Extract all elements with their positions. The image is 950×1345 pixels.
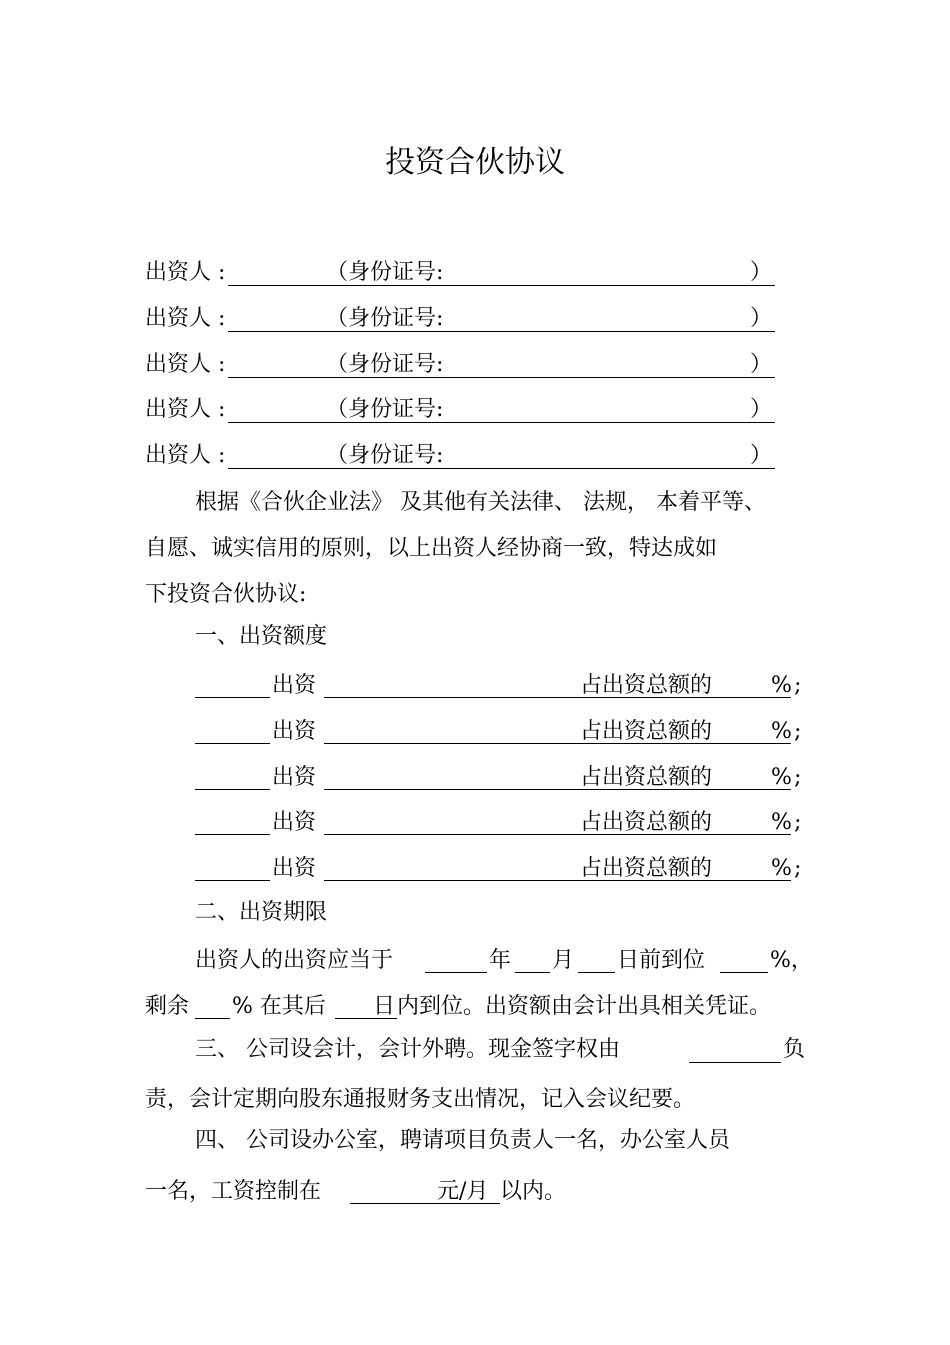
after-label: % 在其后	[232, 994, 326, 1019]
semicolon: ;	[794, 765, 802, 790]
section-3-line-1-end: 负	[783, 1037, 806, 1062]
id-close: ）	[750, 397, 773, 422]
id-label: （身份证号:	[326, 352, 444, 377]
amount-blank	[324, 880, 791, 881]
contribute-label: 出资	[272, 765, 317, 790]
day-label: 日	[373, 994, 396, 1019]
investor-label: 出资人 :	[145, 306, 226, 331]
amount-blank	[324, 697, 791, 698]
salary-unit: 元/月	[437, 1179, 489, 1204]
salary-text: 一名，工资控制在	[145, 1179, 322, 1204]
name-blank	[195, 789, 270, 790]
share-label: 占出资总额的	[580, 719, 713, 744]
month-blank	[515, 972, 550, 973]
preamble-line-1: 根据《合伙企业法》 及其他有关法律、 法规， 本着平等、	[195, 490, 766, 515]
share-label: 占出资总额的	[580, 765, 713, 790]
investor-underline	[228, 331, 775, 332]
id-label: （身份证号:	[326, 260, 444, 285]
section-1-heading: 一、出资额度	[195, 624, 328, 649]
percent-sign: %	[771, 719, 792, 744]
share-label: 占出资总额的	[580, 856, 713, 881]
semicolon: ;	[794, 719, 802, 744]
preamble-line-3: 下投资合伙协议:	[145, 582, 307, 607]
semicolon: ;	[794, 810, 802, 835]
id-label: （身份证号:	[326, 306, 444, 331]
id-close: ）	[750, 443, 773, 468]
percent-comma: %，	[770, 948, 813, 973]
section-4-line-1: 四、 公司设办公室，聘请项目负责人一名，办公室人员	[195, 1128, 730, 1153]
investor-underline	[228, 468, 775, 469]
id-close: ）	[750, 352, 773, 377]
section-3-line-1: 三、 公司设会计，会计外聘。现金签字权由	[195, 1037, 620, 1062]
id-close: ）	[750, 260, 773, 285]
month-label: 月	[552, 948, 575, 973]
document-title: 投资合伙协议	[385, 145, 565, 180]
section-2-heading: 二、出资期限	[195, 900, 328, 925]
percent-sign: %	[771, 765, 792, 790]
percent-sign: %	[771, 856, 792, 881]
contribute-label: 出资	[272, 810, 317, 835]
share-label: 占出资总额的	[580, 810, 713, 835]
percent-sign: %	[771, 810, 792, 835]
investor-underline	[228, 377, 775, 378]
first-percent-blank	[720, 972, 768, 973]
deadline-text: 出资人的出资应当于	[195, 948, 394, 973]
investor-underline	[228, 422, 775, 423]
semicolon: ;	[794, 856, 802, 881]
name-blank	[195, 743, 270, 744]
investor-label: 出资人 :	[145, 260, 226, 285]
amount-blank	[324, 743, 791, 744]
day-before-label: 日前到位	[617, 948, 706, 973]
semicolon: ;	[794, 673, 802, 698]
contribute-label: 出资	[272, 719, 317, 744]
name-blank	[195, 697, 270, 698]
investor-label: 出资人 :	[145, 397, 226, 422]
investor-label: 出资人 :	[145, 443, 226, 468]
section-3-line-2: 责，会计定期向股东通报财务支出情况，记入会议纪要。	[145, 1087, 696, 1112]
amount-blank	[324, 834, 791, 835]
year-label: 年	[489, 948, 512, 973]
preamble-line-2: 自愿、诚实信用的原则，以上出资人经协商一致，特达成如	[145, 536, 718, 561]
id-label: （身份证号:	[326, 397, 444, 422]
remaining-text: 内到位。出资额由会计出具相关凭证。	[397, 994, 772, 1019]
signatory-blank	[689, 1062, 781, 1063]
share-label: 占出资总额的	[580, 673, 713, 698]
remaining-label: 剩余	[145, 994, 190, 1019]
investor-label: 出资人 :	[145, 352, 226, 377]
contribute-label: 出资	[272, 673, 317, 698]
day-blank	[578, 972, 615, 973]
remaining-percent-blank	[195, 1018, 230, 1019]
id-close: ）	[750, 306, 773, 331]
investor-underline	[228, 285, 775, 286]
contribute-label: 出资	[272, 856, 317, 881]
name-blank	[195, 834, 270, 835]
name-blank	[195, 880, 270, 881]
year-blank	[425, 972, 487, 973]
id-label: （身份证号:	[326, 443, 444, 468]
amount-blank	[324, 789, 791, 790]
percent-sign: %	[771, 673, 792, 698]
salary-end: 以内。	[500, 1179, 567, 1204]
